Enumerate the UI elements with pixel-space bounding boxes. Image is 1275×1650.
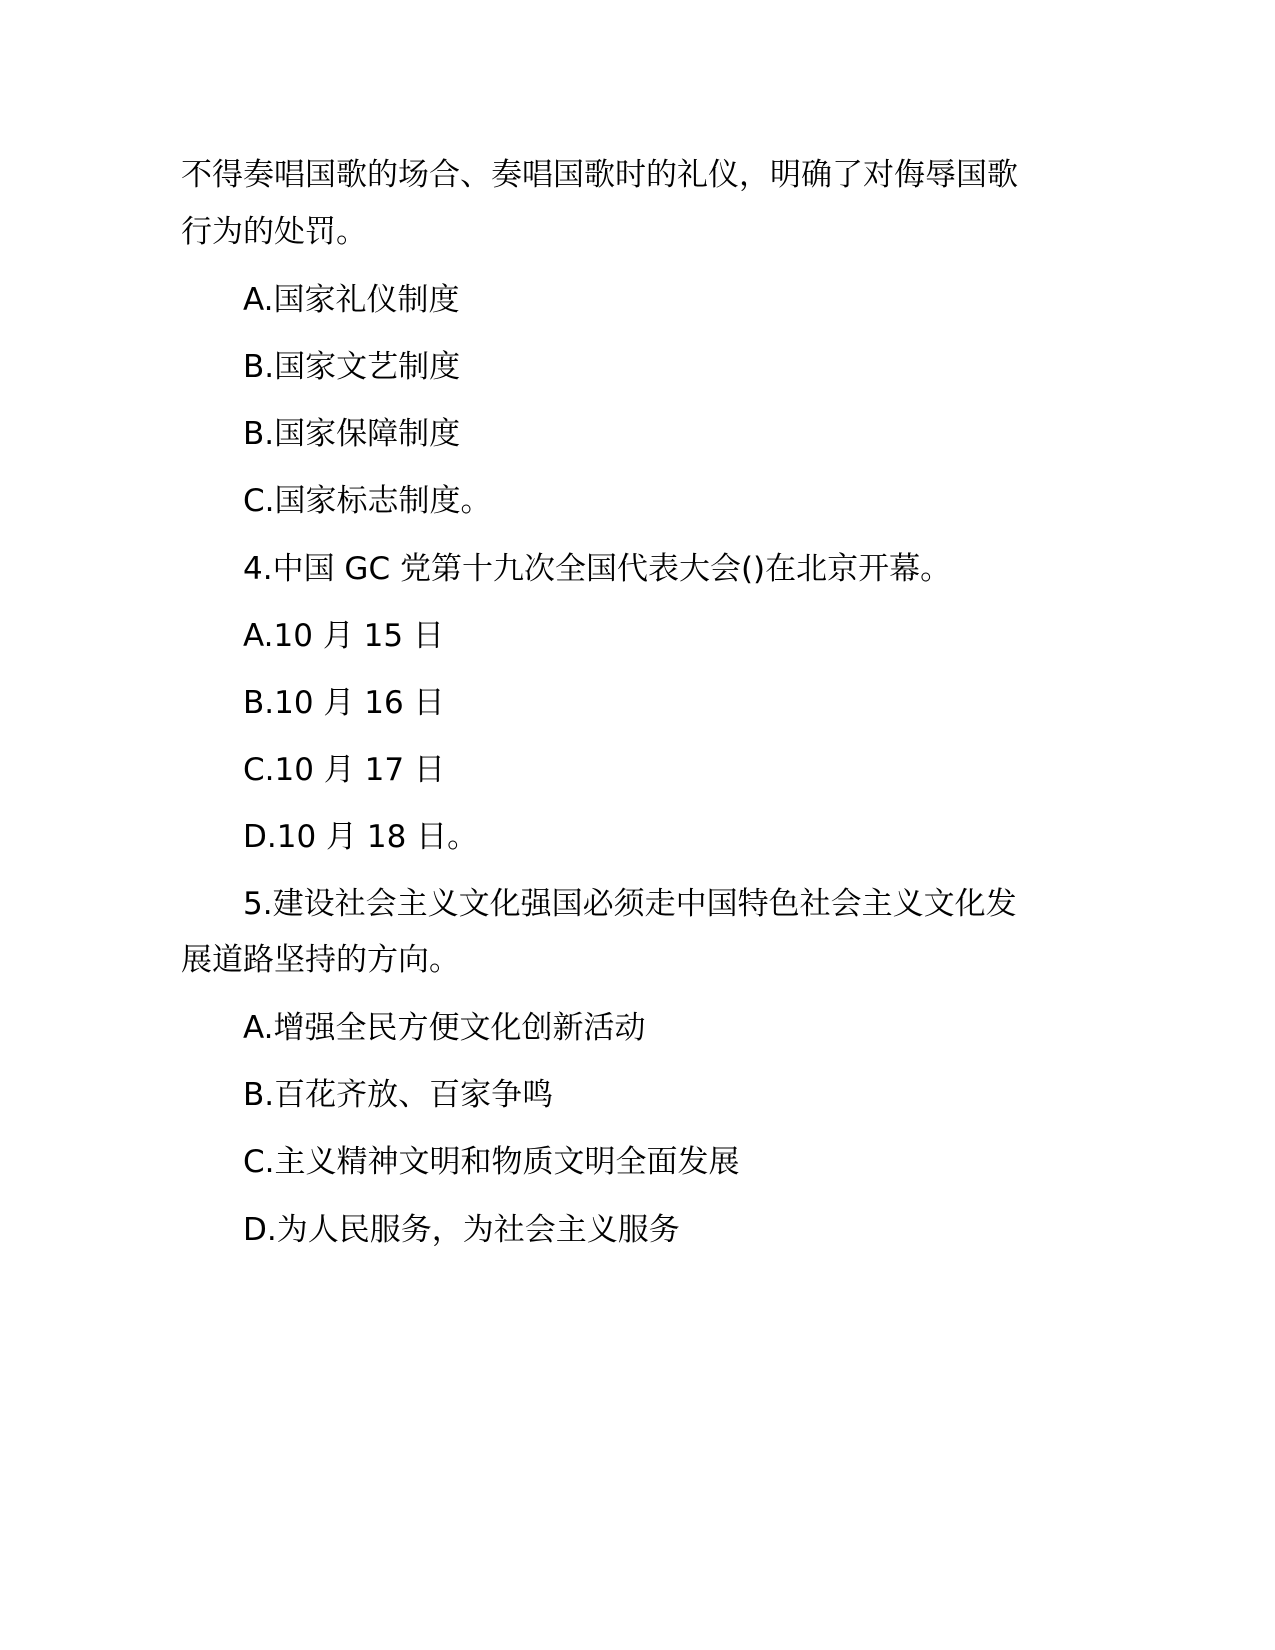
question-3-option-b: B.国家文艺制度 (243, 349, 461, 385)
question-4-option-b: B.10 月 16 日 (243, 685, 445, 721)
question-4-option-a: A.10 月 15 日 (243, 618, 444, 654)
question-5-text-line-1: 5.建设社会主义文化强国必须走中国特色社会主义文化发 (243, 886, 1017, 922)
question-4-option-d: D.10 月 18 日。 (243, 819, 479, 855)
question-3-option-b-second: B.国家保障制度 (243, 416, 461, 452)
question-4-text: 4.中国 GC 党第十九次全国代表大会()在北京开幕。 (243, 551, 952, 587)
question-5-text-line-2: 展道路坚持的方向。 (181, 942, 460, 978)
question-3-text-line-1: 不得奏唱国歌的场合、奏唱国歌时的礼仪，明确了对侮辱国歌 (181, 157, 1018, 193)
question-5-option-b: B.百花齐放、百家争鸣 (243, 1077, 554, 1113)
question-5-option-d: D.为人民服务，为社会主义服务 (243, 1212, 680, 1248)
question-4-option-c: C.10 月 17 日 (243, 752, 445, 788)
question-3-text-line-2: 行为的处罚。 (181, 214, 367, 250)
question-5-option-c: C.主义精神文明和物质文明全面发展 (243, 1144, 740, 1180)
question-5-option-a: A.增强全民方便文化创新活动 (243, 1010, 646, 1046)
question-3-option-c: C.国家标志制度。 (243, 483, 492, 519)
question-3-option-a: A.国家礼仪制度 (243, 282, 460, 318)
